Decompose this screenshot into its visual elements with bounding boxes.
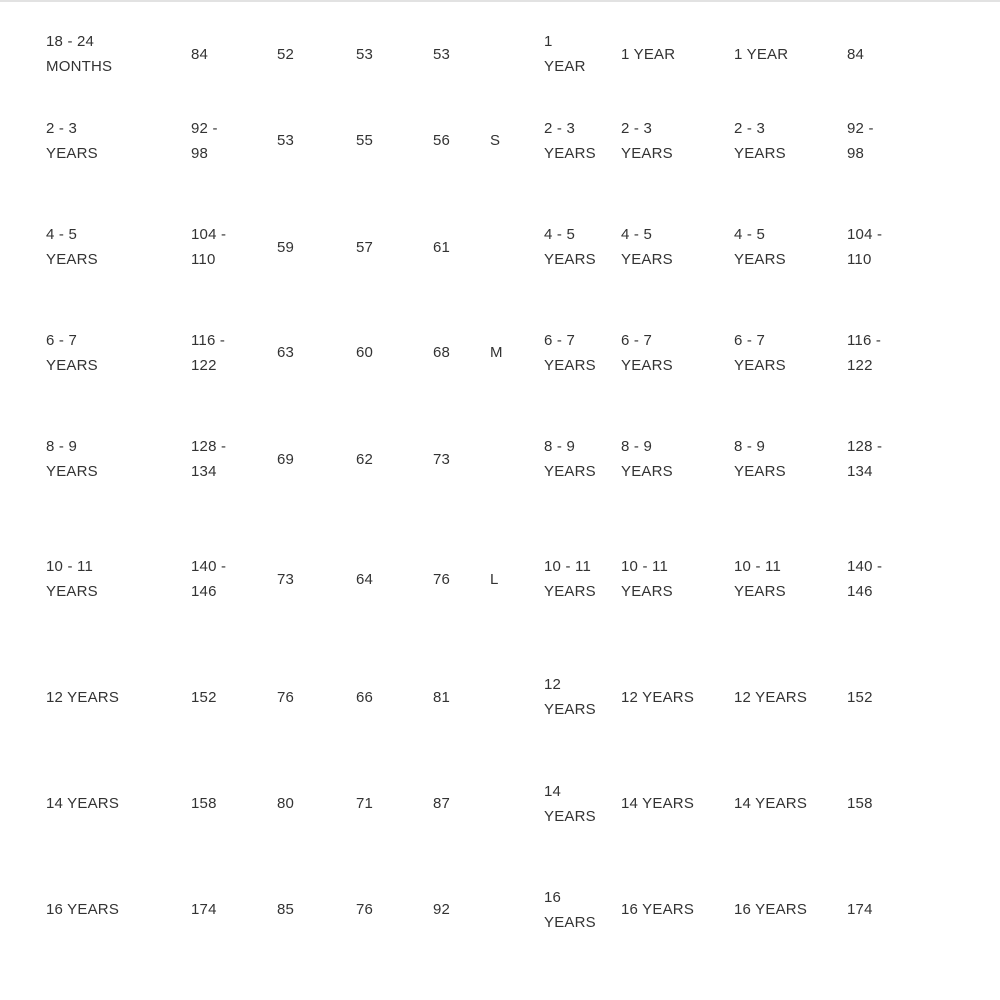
cell-text: 1 YEAR [734, 45, 789, 63]
cell-text: 12 YEARS [734, 688, 808, 706]
age-cell [46, 406, 191, 512]
cell-text: 12 YEARS [544, 676, 596, 718]
size-col-a-cell [544, 406, 621, 512]
chest-cell [277, 748, 356, 859]
cell-text: 8 - 9 YEARS [734, 438, 786, 480]
letter-size-cell [490, 748, 544, 859]
cell-text: 158 [191, 795, 217, 812]
cell-text: 8 - 9 YEARS [621, 438, 673, 480]
cell-text: 10 - 11 YEARS [46, 558, 98, 600]
cell-text: 14 YEARS [46, 795, 120, 812]
cell-text: 53 [356, 45, 374, 63]
cell-text: 2 - 3 YEARS [621, 119, 673, 162]
chest-cell [277, 299, 356, 406]
cell-text: 174 [847, 901, 873, 918]
cell-text: 84 [191, 45, 209, 63]
size-col-c-cell [734, 748, 847, 859]
cell-text: 104 - 110 [191, 226, 227, 268]
chest-cell [277, 22, 356, 86]
table-row [46, 22, 946, 86]
hip-cell [433, 748, 490, 859]
table-row [46, 195, 946, 299]
cell-text: 76 [277, 688, 295, 706]
height-alt-cell [847, 86, 946, 195]
hip-cell [433, 86, 490, 195]
cell-text: 128 - 134 [191, 438, 227, 480]
cell-text: 87 [433, 795, 451, 812]
cell-text: 63 [277, 344, 295, 361]
size-col-c-cell [734, 299, 847, 406]
waist-cell [356, 859, 433, 960]
cell-text: 64 [356, 570, 374, 588]
age-cell [46, 859, 191, 960]
cell-text: S [490, 132, 501, 149]
size-col-b-cell [621, 86, 734, 195]
cell-text: 128 - 134 [847, 438, 883, 480]
size-col-b-cell [621, 22, 734, 86]
cell-text: 92 - 98 [191, 119, 218, 162]
cell-text: 84 [847, 45, 865, 63]
size-col-b-cell [621, 859, 734, 960]
cell-text: 10 - 11 YEARS [734, 558, 786, 600]
cell-text: M [490, 344, 503, 361]
cell-text: 16 YEARS [46, 901, 120, 918]
cell-text: 6 - 7 YEARS [734, 331, 786, 374]
age-cell [46, 195, 191, 299]
cell-text: 59 [277, 238, 295, 256]
letter-size-cell [490, 195, 544, 299]
cell-text: 6 - 7 YEARS [621, 331, 673, 374]
cell-text: 140 - 146 [191, 558, 227, 600]
size-col-b-cell [621, 195, 734, 299]
chest-cell [277, 86, 356, 195]
size-col-a-cell [544, 299, 621, 406]
cell-text: 140 - 146 [847, 558, 883, 600]
hip-cell [433, 195, 490, 299]
waist-cell [356, 195, 433, 299]
size-chart-table [46, 22, 946, 960]
waist-cell [356, 22, 433, 86]
cell-text: 14 YEARS [734, 795, 808, 812]
height-alt-cell [847, 22, 946, 86]
letter-size-cell [490, 299, 544, 406]
cell-text: 6 - 7 YEARS [544, 331, 596, 374]
height-cell [191, 86, 277, 195]
height-cell [191, 299, 277, 406]
size-col-c-cell [734, 22, 847, 86]
size-col-a-cell [544, 859, 621, 960]
size-col-a-cell [544, 22, 621, 86]
size-chart-body [46, 22, 946, 960]
size-col-b-cell [621, 299, 734, 406]
cell-text: 4 - 5 YEARS [621, 226, 673, 268]
cell-text: 2 - 3 YEARS [46, 119, 98, 162]
table-row [46, 86, 946, 195]
cell-text: 62 [356, 450, 374, 468]
cell-text: 18 - 24 MONTHS [46, 33, 113, 75]
waist-cell [356, 299, 433, 406]
cell-text: 52 [277, 45, 295, 63]
chest-cell [277, 406, 356, 512]
top-divider [0, 0, 1000, 2]
height-cell [191, 748, 277, 859]
height-cell [191, 406, 277, 512]
size-col-b-cell [621, 512, 734, 646]
cell-text: 68 [433, 344, 451, 361]
cell-text: 56 [433, 132, 451, 149]
hip-cell [433, 406, 490, 512]
cell-text: 4 - 5 YEARS [544, 226, 596, 268]
cell-text: 73 [277, 570, 295, 588]
cell-text: 69 [277, 450, 295, 468]
cell-text: 81 [433, 688, 451, 706]
cell-text: 61 [433, 238, 451, 256]
cell-text: 8 - 9 YEARS [544, 438, 596, 480]
height-cell [191, 646, 277, 748]
cell-text: 71 [356, 795, 374, 812]
table-row [46, 646, 946, 748]
size-col-c-cell [734, 195, 847, 299]
height-alt-cell [847, 646, 946, 748]
cell-text: 8 - 9 YEARS [46, 438, 98, 480]
cell-text: 2 - 3 YEARS [734, 119, 786, 162]
size-col-a-cell [544, 646, 621, 748]
cell-text: 174 [191, 901, 217, 918]
cell-text: 53 [433, 45, 451, 63]
size-col-a-cell [544, 512, 621, 646]
age-cell [46, 512, 191, 646]
cell-text: 10 - 11 YEARS [544, 558, 596, 600]
height-alt-cell [847, 195, 946, 299]
cell-text: 12 YEARS [621, 688, 695, 706]
cell-text: 2 - 3 YEARS [544, 119, 596, 162]
cell-text: 152 [191, 688, 217, 706]
waist-cell [356, 406, 433, 512]
cell-text: 76 [433, 570, 451, 588]
waist-cell [356, 748, 433, 859]
age-cell [46, 299, 191, 406]
hip-cell [433, 512, 490, 646]
size-col-c-cell [734, 512, 847, 646]
cell-text: 16 YEARS [621, 901, 695, 918]
size-col-c-cell [734, 86, 847, 195]
size-col-a-cell [544, 195, 621, 299]
waist-cell [356, 646, 433, 748]
height-cell [191, 512, 277, 646]
chest-cell [277, 512, 356, 646]
table-row [46, 406, 946, 512]
hip-cell [433, 299, 490, 406]
size-col-b-cell [621, 406, 734, 512]
cell-text: 57 [356, 238, 374, 256]
cell-text: 4 - 5 YEARS [46, 226, 98, 268]
size-col-b-cell [621, 748, 734, 859]
waist-cell [356, 512, 433, 646]
hip-cell [433, 22, 490, 86]
table-row [46, 748, 946, 859]
cell-text: 92 [433, 901, 451, 918]
chest-cell [277, 646, 356, 748]
cell-text: 152 [847, 688, 873, 706]
cell-text: 10 - 11 YEARS [621, 558, 673, 600]
letter-size-cell [490, 22, 544, 86]
waist-cell [356, 86, 433, 195]
cell-text: 76 [356, 901, 374, 918]
letter-size-cell [490, 859, 544, 960]
cell-text: 92 - 98 [847, 119, 874, 162]
cell-text: 85 [277, 901, 295, 918]
cell-text: 116 - 122 [191, 331, 226, 374]
letter-size-cell [490, 512, 544, 646]
age-cell [46, 22, 191, 86]
size-col-c-cell [734, 646, 847, 748]
cell-text: L [490, 570, 499, 588]
age-cell [46, 748, 191, 859]
cell-text: 6 - 7 YEARS [46, 331, 98, 374]
hip-cell [433, 646, 490, 748]
cell-text: 73 [433, 450, 451, 468]
cell-text: 55 [356, 132, 374, 149]
chest-cell [277, 859, 356, 960]
table-row [46, 859, 946, 960]
cell-text: 1 YEAR [544, 33, 586, 75]
hip-cell [433, 859, 490, 960]
cell-text: 104 - 110 [847, 226, 883, 268]
cell-text: 1 YEAR [621, 45, 676, 63]
height-cell [191, 22, 277, 86]
letter-size-cell [490, 406, 544, 512]
size-col-c-cell [734, 859, 847, 960]
height-cell [191, 195, 277, 299]
size-col-a-cell [544, 86, 621, 195]
height-cell [191, 859, 277, 960]
height-alt-cell [847, 748, 946, 859]
cell-text: 16 YEARS [734, 901, 808, 918]
cell-text: 4 - 5 YEARS [734, 226, 786, 268]
table-row [46, 299, 946, 406]
height-alt-cell [847, 406, 946, 512]
cell-text: 66 [356, 688, 374, 706]
cell-text: 12 YEARS [46, 688, 120, 706]
size-col-a-cell [544, 748, 621, 859]
age-cell [46, 646, 191, 748]
cell-text: 14 YEARS [621, 795, 695, 812]
cell-text: 158 [847, 795, 873, 812]
height-alt-cell [847, 299, 946, 406]
cell-text: 53 [277, 132, 295, 149]
cell-text: 14 YEARS [544, 782, 596, 825]
chest-cell [277, 195, 356, 299]
cell-text: 80 [277, 795, 295, 812]
age-cell [46, 86, 191, 195]
cell-text: 16 YEARS [544, 888, 596, 931]
height-alt-cell [847, 512, 946, 646]
height-alt-cell [847, 859, 946, 960]
cell-text: 116 - 122 [847, 331, 882, 374]
table-row [46, 512, 946, 646]
letter-size-cell [490, 86, 544, 195]
size-col-c-cell [734, 406, 847, 512]
size-col-b-cell [621, 646, 734, 748]
letter-size-cell [490, 646, 544, 748]
cell-text: 60 [356, 344, 374, 361]
